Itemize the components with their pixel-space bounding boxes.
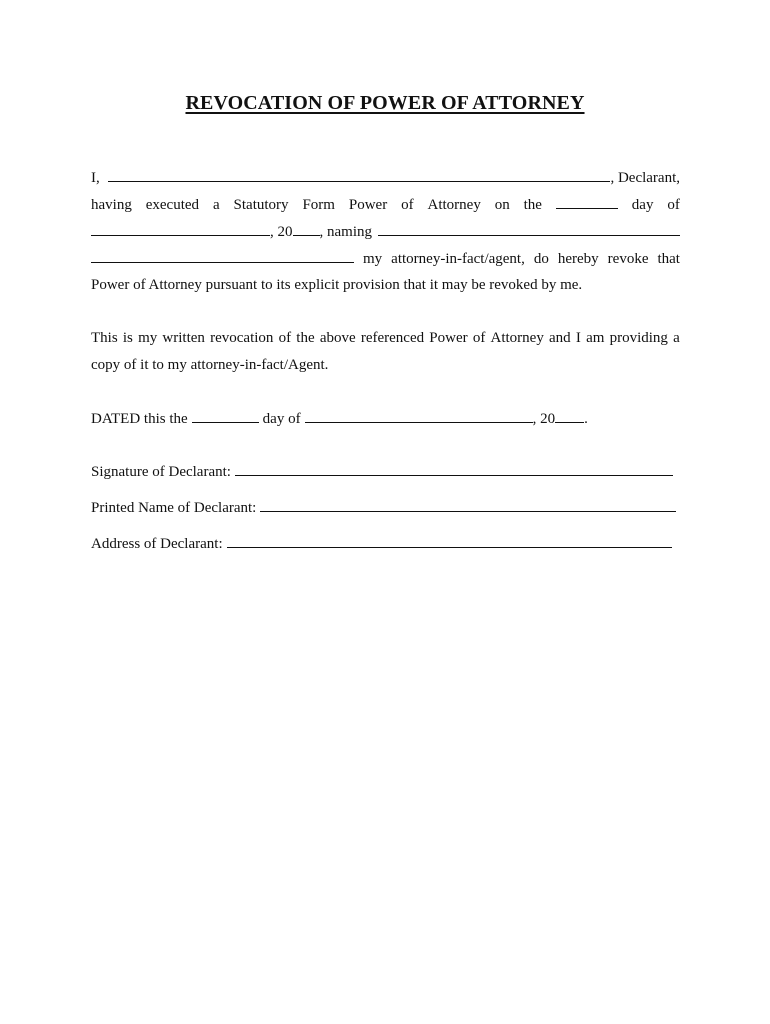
para2-line2: copy of it to my attorney-in-fact/Agent. bbox=[91, 357, 329, 373]
execution-year-blank[interactable] bbox=[293, 222, 320, 236]
para2-line1 bbox=[91, 329, 680, 347]
para1-i: I, bbox=[91, 170, 100, 186]
printed-name-label: Printed Name of Declarant: bbox=[91, 500, 257, 516]
para1-declarant: , Declarant, bbox=[610, 170, 680, 186]
declarant-name-blank[interactable] bbox=[108, 168, 611, 182]
para2-w4: revocation bbox=[210, 330, 274, 346]
para2-w0: This bbox=[91, 330, 118, 346]
dated-prefix: DATED this the bbox=[91, 411, 188, 427]
para2-w9: Power bbox=[429, 330, 468, 346]
dated-line bbox=[91, 409, 680, 428]
execution-day-blank[interactable] bbox=[556, 195, 618, 209]
address-label: Address of Declarant: bbox=[91, 536, 223, 552]
para2-w7: above bbox=[319, 330, 356, 346]
para1-w3: Statutory bbox=[233, 197, 289, 213]
para1-l4-w2: do bbox=[533, 251, 549, 267]
para1-line3 bbox=[91, 222, 680, 241]
para1-w0: having bbox=[91, 197, 132, 213]
dated-year-blank[interactable] bbox=[555, 409, 584, 423]
para2-w13: I bbox=[575, 330, 581, 346]
para1-day: day bbox=[631, 197, 654, 213]
para2-w8: referenced bbox=[360, 330, 425, 346]
signature-line bbox=[91, 462, 673, 481]
agent-name-blank-1[interactable] bbox=[378, 222, 680, 236]
para2-w10: of bbox=[472, 330, 486, 346]
address-blank[interactable] bbox=[227, 534, 672, 548]
address-line bbox=[91, 534, 672, 553]
para1-line4 bbox=[91, 249, 680, 268]
para2-w2: my bbox=[138, 330, 158, 346]
dated-day-of: day of bbox=[262, 411, 301, 427]
para1-line5: Power of Attorney pursuant to its explicit provision that it may be revoked by me. bbox=[91, 277, 583, 293]
para2-w15: providing bbox=[609, 330, 668, 346]
dated-month-blank[interactable] bbox=[305, 409, 533, 423]
para1-l4-w5: that bbox=[657, 251, 680, 267]
para1-w1: executed bbox=[145, 197, 200, 213]
para1-w6: of bbox=[401, 197, 414, 213]
para2-w12: and bbox=[549, 330, 571, 346]
para1-line2 bbox=[91, 195, 680, 214]
para2-w5: of bbox=[278, 330, 292, 346]
title-text: REVOCATION OF POWER OF ATTORNEY bbox=[185, 92, 585, 114]
para1-l4-w3: hereby bbox=[557, 251, 599, 267]
signature-blank[interactable] bbox=[235, 462, 673, 476]
para1-w7: Attorney bbox=[427, 197, 481, 213]
para1-naming: , naming bbox=[319, 224, 372, 240]
para2-w14: am bbox=[586, 330, 605, 346]
para1-of: of bbox=[667, 197, 680, 213]
para1-w9: the bbox=[523, 197, 542, 213]
para2-w1: is bbox=[122, 330, 133, 346]
para1-w5: Power bbox=[348, 197, 388, 213]
para2-w3: written bbox=[162, 330, 205, 346]
signature-label: Signature of Declarant: bbox=[91, 464, 231, 480]
para1-l4-w1: attorney-in-fact/agent, bbox=[391, 251, 525, 267]
agent-name-blank-2[interactable] bbox=[91, 249, 354, 263]
para2-w11: Attorney bbox=[490, 330, 544, 346]
para1-l4-w4: revoke bbox=[607, 251, 649, 267]
document-title bbox=[0, 92, 770, 115]
para1-line1 bbox=[91, 168, 680, 187]
para2-w16: a bbox=[673, 330, 680, 346]
dated-year-prefix: , 20 bbox=[532, 411, 556, 427]
printed-name-blank[interactable] bbox=[260, 498, 676, 512]
dated-day-blank[interactable] bbox=[192, 409, 259, 423]
para1-w8: on bbox=[494, 197, 510, 213]
para1-l4-w0: my bbox=[363, 251, 383, 267]
para1-w2: a bbox=[212, 197, 220, 213]
dated-period: . bbox=[584, 411, 588, 427]
para1-year-prefix: , 20 bbox=[270, 224, 293, 240]
para1-w4: Form bbox=[302, 197, 335, 213]
para2-w6: the bbox=[296, 330, 315, 346]
execution-month-blank[interactable] bbox=[91, 222, 270, 236]
printed-name-line bbox=[91, 498, 676, 517]
